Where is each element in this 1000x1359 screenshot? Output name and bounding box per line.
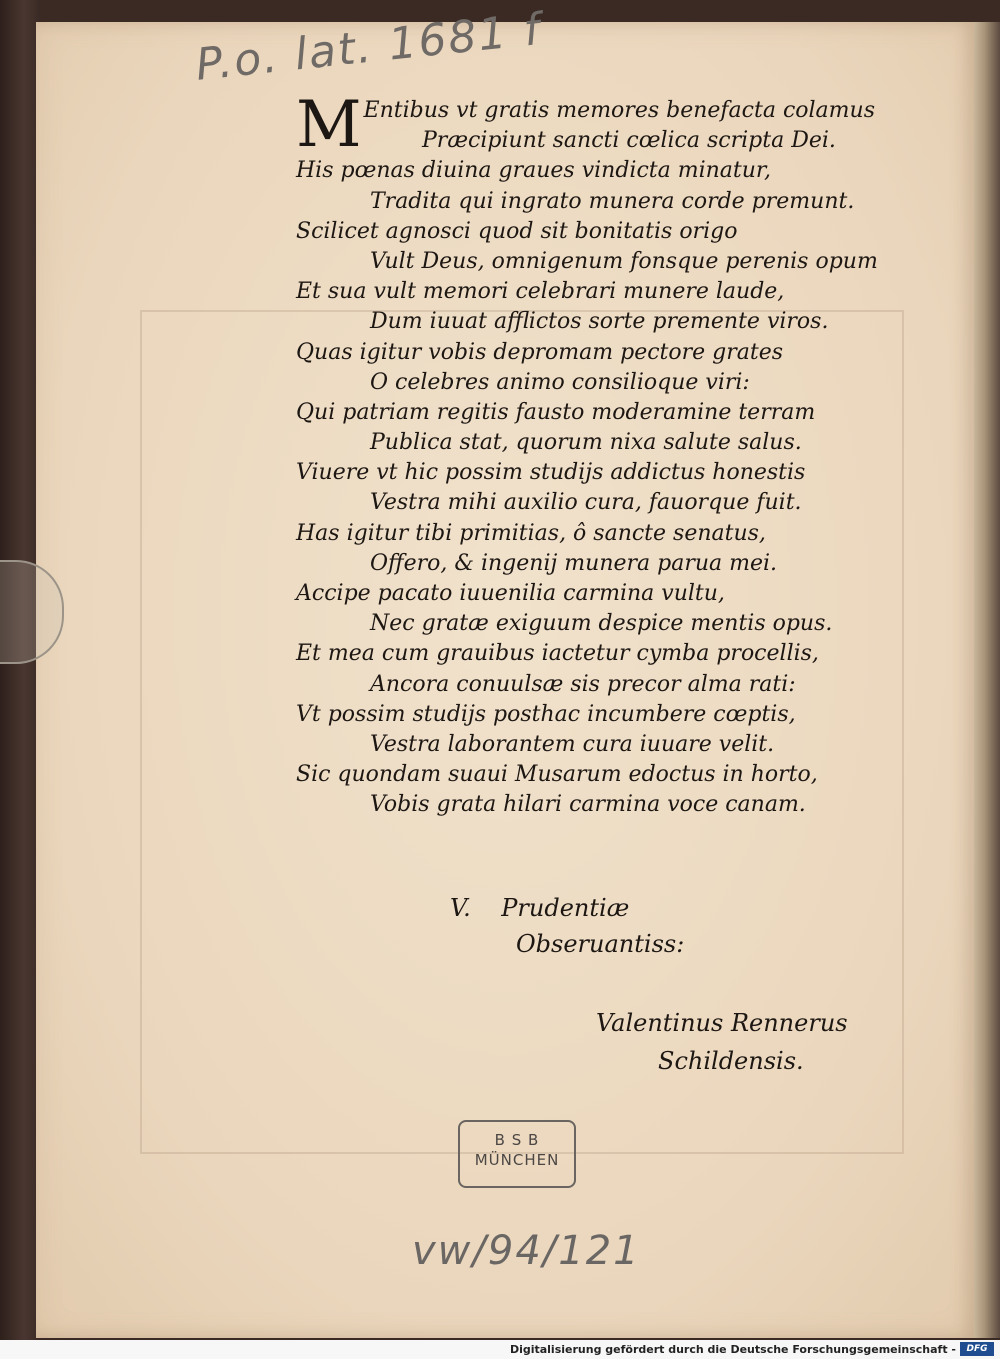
poem-line: Has igitur tibi primitias, ô sancte senatus, (296, 520, 766, 546)
dedication-line: Obseruantiss: (516, 930, 685, 958)
dedication-line: Prudentiæ (501, 894, 630, 922)
poem-line: His pœnas diuina graues vindicta minatur, (296, 158, 772, 184)
poem-line: Accipe pacato iuuenilia carmina vultu, (296, 581, 725, 606)
poem-line: Vult Deus, omnigenum fonsque perenis opum (370, 248, 878, 274)
poem-line: Viuere vt hic possim studijs addictus honestis (296, 460, 806, 486)
footer-bar (0, 1340, 1000, 1359)
author-name: Valentinus Rennerus (596, 1009, 848, 1037)
footer-credit: Digitalisierung gefördert durch die Deutsche Forschungsgemeinschaft - (509, 1343, 956, 1356)
dfg-logo: DFG (960, 1342, 994, 1356)
poem-line: Scilicet agnosci quod sit bonitatis origo (296, 218, 738, 244)
book-cover-edge (0, 0, 40, 1340)
dedication-prefix: V. (450, 894, 471, 922)
poem-line: Entibus vt gratis memores benefacta colamus (363, 98, 875, 123)
author-origin: Schildensis. (658, 1047, 804, 1075)
stamp-line: B S B (494, 1131, 540, 1149)
author-signature (596, 1004, 848, 1080)
poem-line: Vobis grata hilari carmina voce canam. (370, 792, 806, 818)
poem-line: Vt possim studijs posthac incumbere cœptis, (296, 701, 796, 727)
poem-line: Nec gratæ exiguum despice mentis opus. (370, 611, 833, 637)
poem-line: Vestra laborantem cura iuuare velit. (370, 731, 775, 757)
handwritten-call-number: vw/94/121 (412, 1228, 641, 1274)
page-gutter-edge (974, 22, 1000, 1338)
poem (296, 88, 916, 821)
poem-line: O celebres animo consilioque viri: (370, 369, 750, 395)
poem-line: Ancora conuulsæ sis precor alma rati: (370, 671, 796, 697)
poem-line: Publica stat, quorum nixa salute salus. (370, 430, 802, 456)
poem-line: Dum iuuat afflictos sorte premente viros. (370, 309, 829, 335)
handwritten-shelfmark: P.o. lat. 1681 f (193, 3, 544, 91)
poem-line: Offero, & ingenij munera parua mei. (370, 550, 778, 576)
poem-line: Præcipiunt sancti cœlica scripta Dei. (422, 128, 836, 154)
stamp-line: MÜNCHEN (474, 1151, 560, 1169)
poem-line: Sic quondam suaui Musarum edoctus in horto, (296, 762, 818, 788)
poem-line: Vestra mihi auxilio cura, fauorque fuit. (370, 490, 802, 516)
library-stamp (458, 1120, 576, 1188)
poem-line: Tradita qui ingrato munera corde premunt. (370, 188, 855, 214)
poem-line: Qui patriam regitis fausto moderamine terram (296, 399, 816, 425)
drop-cap-initial: M (296, 88, 362, 162)
poem-line: Et sua vult memori celebrari munere laude, (296, 279, 785, 305)
poem-line: Et mea cum grauibus iactetur cymba procellis, (296, 641, 819, 667)
dedication (450, 890, 684, 962)
poem-line: Quas igitur vobis depromam pectore grates (296, 339, 784, 365)
